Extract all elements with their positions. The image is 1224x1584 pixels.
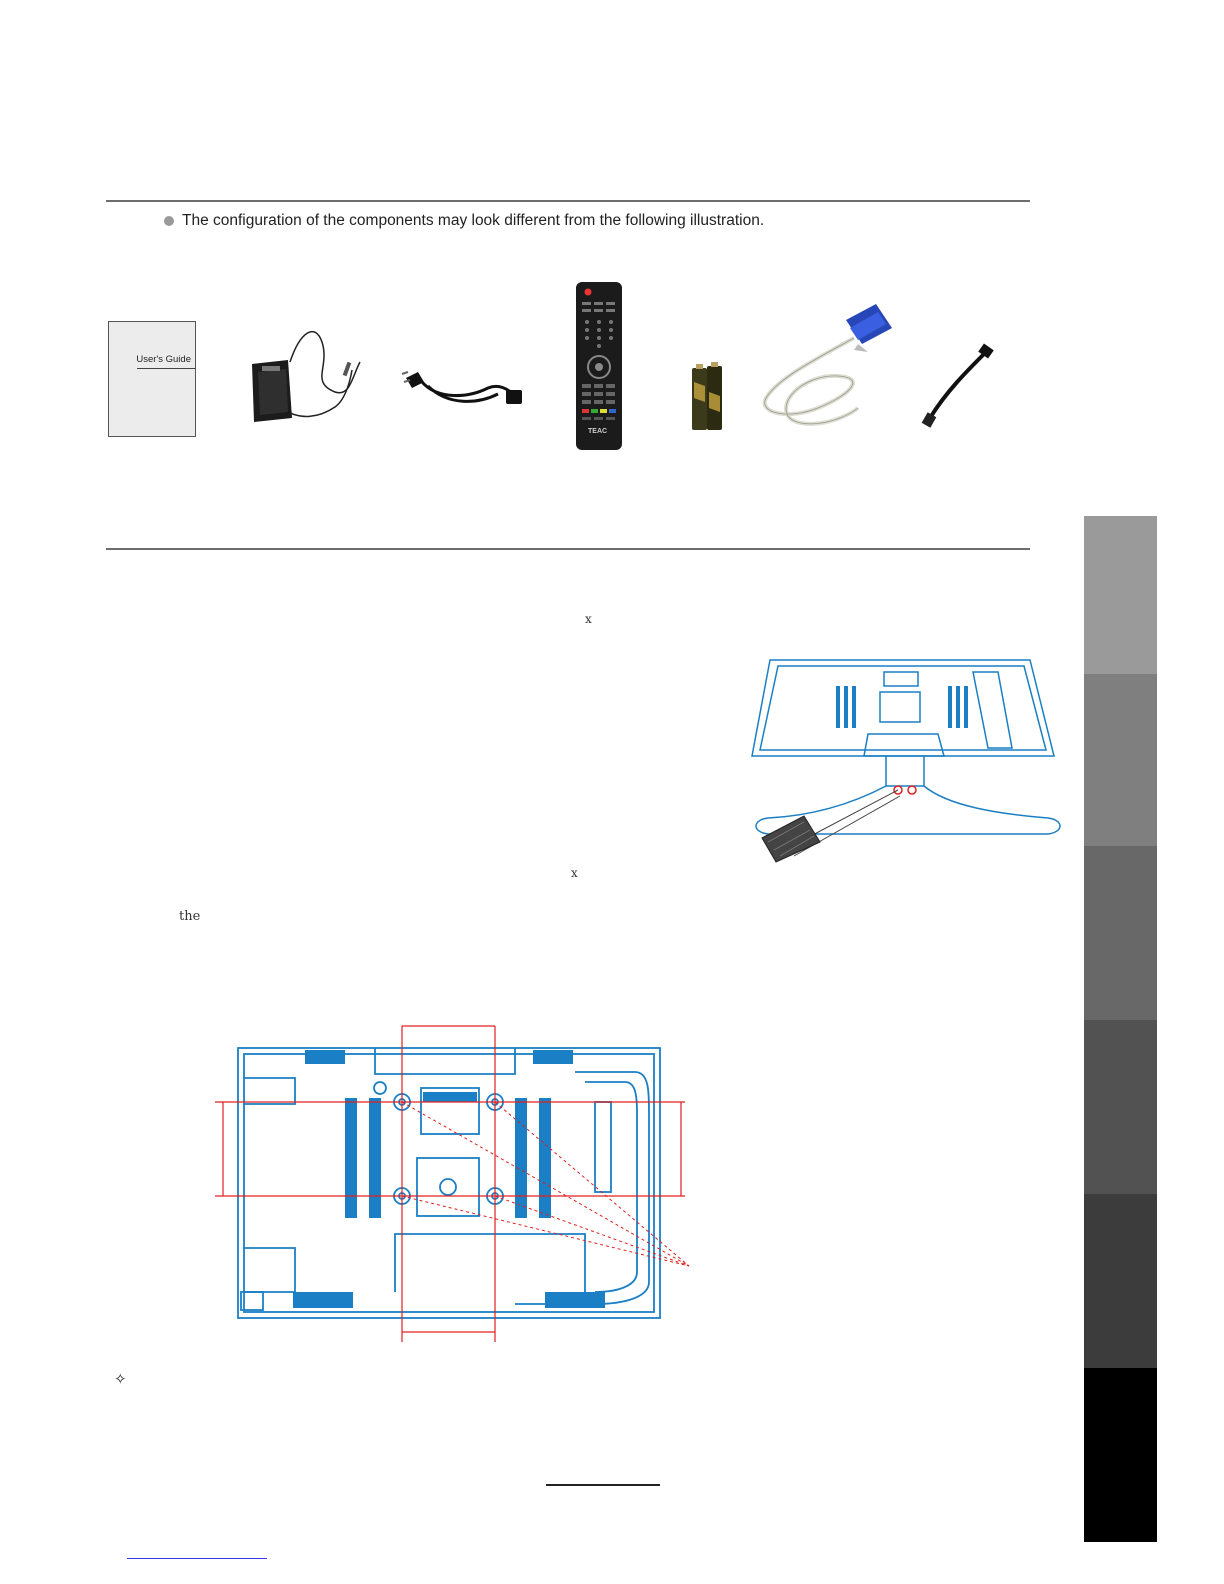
stray-x-mark-1: x <box>585 612 592 626</box>
footer-link-underline <box>127 1558 267 1559</box>
page-footer-line <box>546 1484 660 1486</box>
rear-panel-mount-diagram <box>215 1022 695 1346</box>
stand-attachment-illustration <box>748 656 1068 866</box>
side-tab-4[interactable] <box>1084 1020 1157 1194</box>
stray-x-mark-2: x <box>571 866 578 880</box>
section-rule-top <box>106 200 1030 202</box>
users-guide-title: User's Guide <box>136 354 191 365</box>
remote-buttons-icon <box>576 282 622 450</box>
side-tab-5[interactable] <box>1084 1194 1157 1368</box>
side-tab-1[interactable] <box>1084 516 1157 674</box>
footnote-sparkle-icon: ✧ <box>114 1371 127 1388</box>
power-adapter-icon <box>240 322 370 432</box>
side-tab-6[interactable] <box>1084 1368 1157 1542</box>
users-guide-underline <box>137 368 195 369</box>
side-tab-3[interactable] <box>1084 846 1157 1020</box>
power-cord-icon <box>398 360 528 410</box>
side-tab-2[interactable] <box>1084 674 1157 846</box>
stray-word-the: the <box>179 909 201 924</box>
users-guide-booklet <box>108 321 196 437</box>
bullet-icon <box>164 216 174 226</box>
remote-brand-label: TEAC <box>588 428 608 435</box>
illustration-notice <box>164 212 764 230</box>
small-cable-icon <box>916 342 1000 432</box>
illustration-notice-text: The configuration of the components may look different from the following illustration. <box>182 212 765 229</box>
remote-control <box>576 282 622 450</box>
batteries-icon <box>690 362 726 432</box>
vga-cable-icon <box>758 298 898 438</box>
section-rule-middle <box>106 548 1030 550</box>
